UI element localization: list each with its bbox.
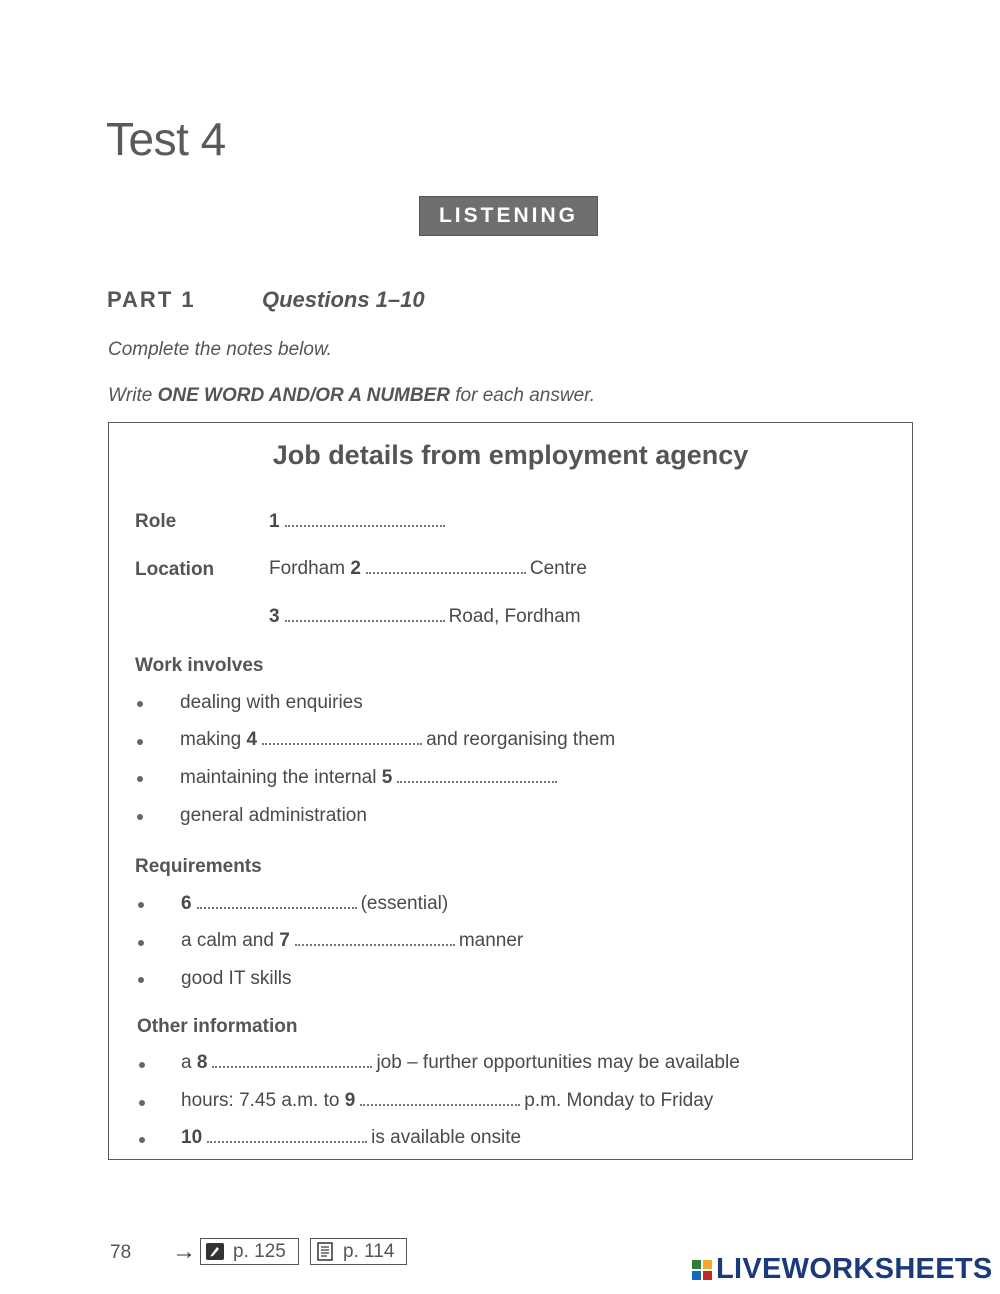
answer-blank-8[interactable]: [212, 1062, 372, 1068]
question-number-4: 4: [246, 729, 258, 750]
location-label: Location: [135, 559, 215, 580]
question-number-6: 6: [181, 893, 192, 914]
location-line-2: [269, 606, 581, 628]
question-number-9: 9: [344, 1090, 356, 1111]
question-number-3: 3: [269, 606, 280, 627]
instruction-prefix: Write: [108, 385, 158, 406]
work-item-1: dealing with enquiries: [180, 692, 363, 713]
bullet: [138, 940, 144, 946]
location-suffix: Centre: [529, 558, 587, 579]
work-item-2-suffix: and reorganising them: [426, 729, 616, 750]
other-item-1-prefix: a: [181, 1052, 197, 1073]
question-number-1: 1: [269, 511, 280, 532]
bullet: [137, 814, 143, 820]
other-item-2-prefix: hours: 7.45 a.m. to: [181, 1090, 345, 1111]
requirement-item-1: [181, 893, 448, 915]
answer-blank-7[interactable]: [295, 940, 455, 946]
other-item-2: [181, 1090, 713, 1112]
bullet: [139, 1137, 145, 1143]
reference-answer-key[interactable]: [200, 1238, 299, 1265]
work-item-4: general administration: [180, 805, 367, 826]
role-line: [269, 511, 449, 533]
liveworksheets-brand: [692, 1253, 993, 1286]
answer-blank-1[interactable]: [285, 521, 445, 527]
bullet: [139, 1100, 145, 1106]
role-label: Role: [135, 511, 177, 532]
requirement-item-3: good IT skills: [181, 968, 292, 989]
brand-text: LIVEWORKSHEETS: [716, 1253, 993, 1285]
work-heading: Work involves: [135, 655, 264, 676]
bullet: [138, 902, 144, 908]
answer-blank-4[interactable]: [262, 739, 422, 745]
bullet: [137, 776, 143, 782]
reference-1-label: p. 125: [233, 1240, 286, 1262]
work-item-2-prefix: making: [180, 729, 247, 750]
answer-blank-9[interactable]: [360, 1100, 520, 1106]
notes-box: [108, 422, 913, 1160]
location-line2-suffix: Road, Fordham: [448, 606, 581, 627]
other-item-3-suffix: is available onsite: [371, 1127, 522, 1148]
answer-blank-10[interactable]: [207, 1137, 367, 1143]
location-prefix: Fordham: [269, 558, 351, 579]
transcript-icon: [315, 1242, 335, 1261]
page-title: Test 4: [106, 113, 226, 165]
questions-label: Questions 1–10: [262, 287, 425, 312]
reference-2-label: p. 114: [343, 1240, 395, 1262]
requirement-item-2: [181, 930, 523, 952]
requirement-item-1-suffix: (essential): [360, 893, 449, 914]
question-number-10: 10: [181, 1127, 203, 1148]
requirement-item-2-prefix: a calm and: [181, 930, 280, 951]
notes-title: Job details from employment agency: [272, 440, 749, 470]
answer-blank-6[interactable]: [197, 903, 357, 909]
bullet: [137, 701, 143, 707]
other-heading: Other information: [137, 1016, 298, 1037]
answer-blank-2[interactable]: [366, 568, 526, 574]
instruction-emphasis: ONE WORD AND/OR A NUMBER: [157, 385, 450, 406]
requirement-item-2-suffix: manner: [458, 930, 524, 951]
question-number-7: 7: [279, 930, 290, 951]
part-label: PART 1: [107, 287, 196, 312]
other-item-1: [181, 1052, 740, 1074]
reference-transcript[interactable]: [310, 1238, 407, 1265]
liveworksheets-logo-icon: [692, 1260, 712, 1280]
answer-blank-5[interactable]: [397, 777, 557, 783]
arrow-right-icon: →: [172, 1238, 196, 1265]
instruction-line-1: Complete the notes below.: [108, 339, 332, 360]
other-item-2-suffix: p.m. Monday to Friday: [524, 1090, 714, 1111]
other-item-1-suffix: job – further opportunities may be available: [376, 1052, 740, 1073]
answer-blank-3[interactable]: [285, 616, 445, 622]
bullet: [139, 1062, 145, 1068]
requirements-heading: Requirements: [135, 856, 262, 877]
other-item-3: [181, 1127, 521, 1149]
question-number-5: 5: [381, 767, 393, 788]
bullet: [138, 977, 144, 983]
section-banner: LISTENING: [419, 196, 598, 236]
instruction-line-2: [108, 385, 595, 407]
question-number-8: 8: [196, 1052, 208, 1073]
page-number: 78: [110, 1242, 132, 1263]
work-item-3-prefix: maintaining the internal: [180, 767, 382, 788]
work-item-3: [180, 767, 561, 789]
location-line-1: [269, 558, 587, 580]
work-item-2: [180, 729, 615, 751]
bullet: [137, 739, 143, 745]
instruction-suffix: for each answer.: [450, 385, 596, 406]
question-number-2: 2: [350, 558, 361, 579]
edit-note-icon: [205, 1242, 225, 1261]
